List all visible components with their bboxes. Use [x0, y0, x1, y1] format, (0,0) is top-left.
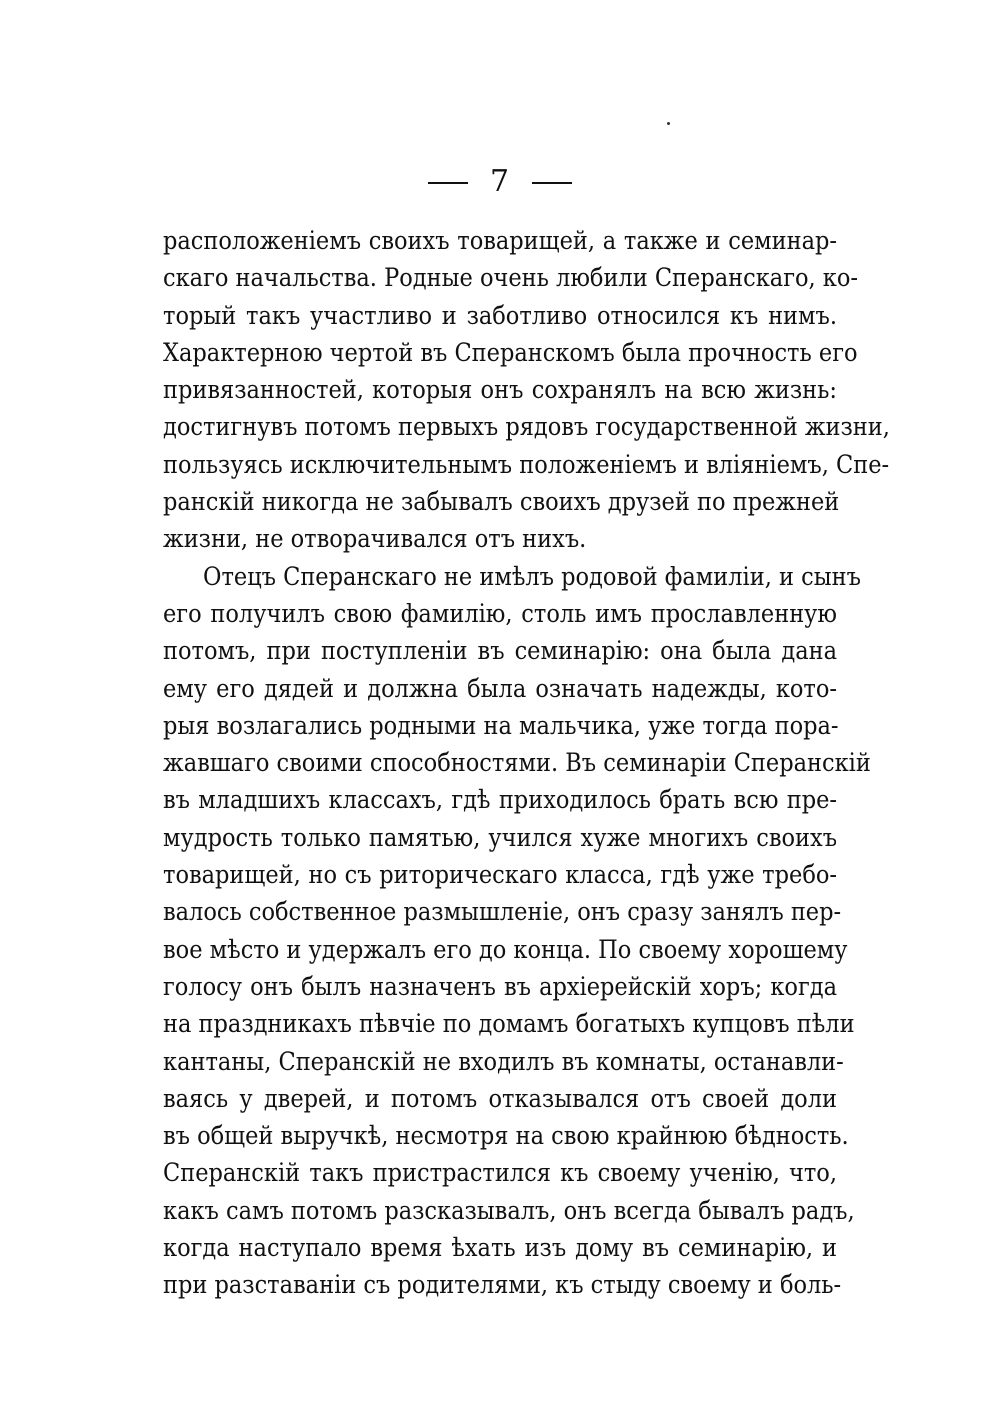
text-line: при разставанiи съ родителями, къ стыду своему и боль-	[163, 1270, 842, 1300]
text-line: мудрость только памятью, учился хуже многихъ своихъ	[163, 822, 837, 852]
text-line: ранскiй никогда не забывалъ своихъ друзей по прежней	[163, 487, 840, 517]
text-line: пользуясь исключительнымъ положенiемъ и влiянiемъ, Спе-	[163, 449, 890, 479]
page-number	[0, 164, 1000, 200]
text-line: ваясь у дверей, и потомъ отказывался отъ своей доли	[163, 1083, 837, 1113]
text-line: достигнувъ потомъ первыхъ рядовъ государственной жизни,	[163, 412, 890, 442]
text-line: товарищей, но съ риторическаго класса, гдѣ уже требо-	[163, 860, 837, 890]
text-line: ему его дядей и должна была означать надежды, кото-	[163, 673, 837, 703]
text-line: валось собственное размышленiе, онъ сразу занялъ пер-	[163, 897, 842, 927]
text-line: скаго начальства. Родные очень любили Сперанскаго, ко-	[163, 263, 858, 293]
text-line: торый такъ участливо и заботливо относился къ нимъ.	[163, 300, 837, 330]
paragraph-start-line: Отецъ Сперанскаго не имѣлъ родовой фамилiи, и сынъ	[203, 561, 861, 591]
text-line: Характерною чертой въ Сперанскомъ была прочность его	[163, 337, 858, 367]
text-line: голосу онъ былъ назначенъ въ архiерейскiй хоръ; когда	[163, 971, 837, 1001]
text-line: въ общей выручкѣ, несмотря на свою крайнюю бѣдность.	[163, 1121, 849, 1151]
text-line: на праздникахъ пѣвчiе по домамъ богатыхъ купцовъ пѣли	[163, 1009, 855, 1039]
page-number-left-dash	[428, 182, 468, 184]
page-number-value: 7	[489, 164, 511, 199]
text-line: потомъ, при поступленiи въ семинарiю: она была дана	[163, 636, 837, 666]
text-line: жавшаго своими способностями. Въ семинарiи Сперанскiй	[163, 748, 871, 778]
page-number-right-dash	[532, 182, 572, 184]
paragraph-end-line: жизни, не отворачивался отъ нихъ.	[163, 524, 587, 554]
text-line: привязанностей, которыя онъ сохранялъ на всю жизнь:	[163, 375, 837, 405]
ink-speck	[667, 122, 670, 125]
text-line: какъ самъ потомъ разсказывалъ, онъ всегда бывалъ радъ,	[163, 1195, 855, 1225]
text-line: вое мѣсто и удержалъ его до конца. По своему хорошему	[163, 934, 848, 964]
text-line: рыя возлагались родными на мальчика, уже тогда пора-	[163, 710, 839, 740]
text-line: когда наступало время ѣхать изъ дому въ семинарiю, и	[163, 1233, 837, 1263]
text-line: въ младшихъ классахъ, гдѣ приходилось брать всю пре-	[163, 785, 837, 815]
text-line: кантаны, Сперанскiй не входилъ въ комнаты, останавли-	[163, 1046, 844, 1076]
body-text	[163, 222, 890, 1304]
text-line: его получилъ свою фамилiю, столь имъ прославленную	[163, 598, 837, 628]
text-line: расположенiемъ своихъ товарищей, а также и семинар-	[163, 226, 837, 255]
text-line: Сперанскiй такъ пристрастился къ своему ученiю, что,	[163, 1158, 837, 1188]
